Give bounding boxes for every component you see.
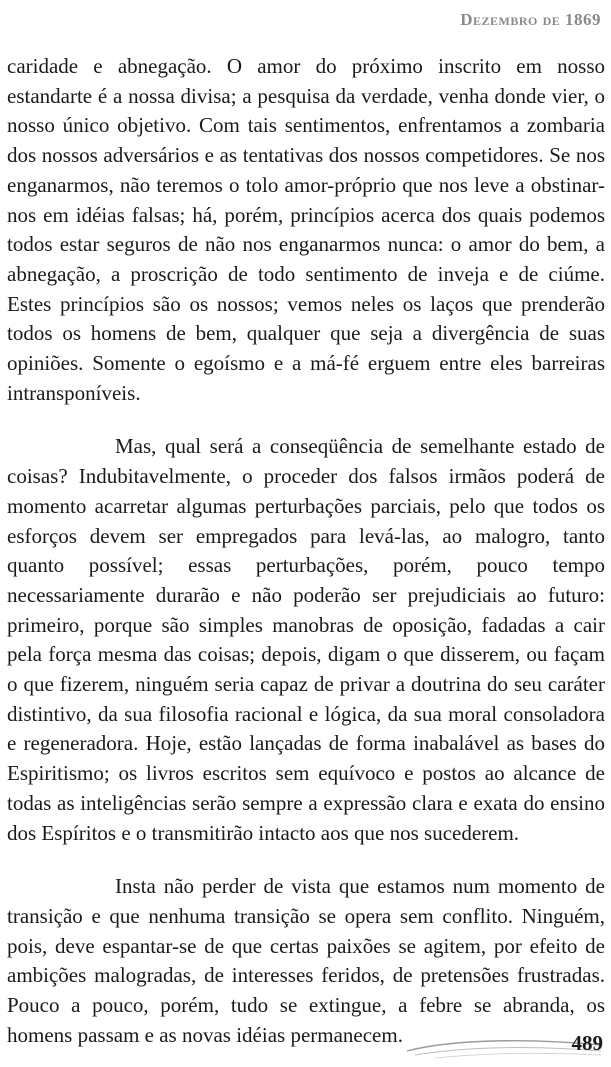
paragraph-3: Insta não perder de vista que estamos num momento de transição e que nenhuma transição se opera sem conflito. Ninguém, pois, deve espantar-se de que certas paixões se agitem, por efeito de ambições malogradas, de interesses feridos, de pretensões frustradas. Pouco a pouco, porém, tudo se extingue, a febre se abranda, os homens passam e as novas idéias permanecem. bbox=[7, 874, 605, 1047]
paragraph-2: Mas, qual será a conseqüência de semelhante estado de coisas? Indubitavelmente, o proceder dos falsos irmãos poderá de momento acarretar algumas perturbações parciais, pelo que todos os esforços devem ser empregados para levá-las, ao malogro, tanto quanto possível; essas perturbações, porém, pouco tempo necessariamente durarão e não poderão ser prejudiciais ao futuro: primeiro, porque são simples manobras de oposição, fadadas a cair pela força mesma das coisas; depois, digam o que disserem, ou façam o que fizerem, ninguém seria capaz de privar a doutrina do seu caráter distintivo, da sua filosofia racional e lógica, da sua moral consoladora e regeneradora. Hoje, estão lançadas de forma inabalável as bases do Espiritismo; os livros escritos sem equívoco e postos ao alcance de todas as inteligências serão sempre a expressão clara e exata do ensino dos Espíritos e o transmitirão intacto aos que nos sucederem. bbox=[7, 434, 605, 845]
page-footer bbox=[405, 1027, 605, 1063]
running-header: Dezembro de 1869 bbox=[460, 10, 601, 29]
paragraph-1: caridade e abnegação. O amor do próximo inscrito em nosso estandarte é a nossa divisa; a pesquisa da verdade, venha donde vier, o nosso único objetivo. Com tais sentimentos, enfrentamos a zombaria dos nossos adversários e as tentativas dos nossos competidores. Se nos enganarmos, não teremos o tolo amor-próprio que nos leve a obstinar-nos em idéias falsas; há, porém, princípios acerca dos quais podemos todos estar seguros de não nos enganarmos nunca: o amor do bem, a abnegação, a proscrição de todo sentimento de inveja e de ciúme. Estes princípios são os nossos; vemos neles os laços que prenderão todos os homens de bem, qualquer que seja a divergência de suas opiniões. Somente o egoísmo e a má-fé erguem entre eles barreiras intransponíveis. bbox=[7, 54, 605, 405]
page-body bbox=[7, 52, 605, 1051]
page-number: 489 bbox=[571, 1031, 603, 1055]
